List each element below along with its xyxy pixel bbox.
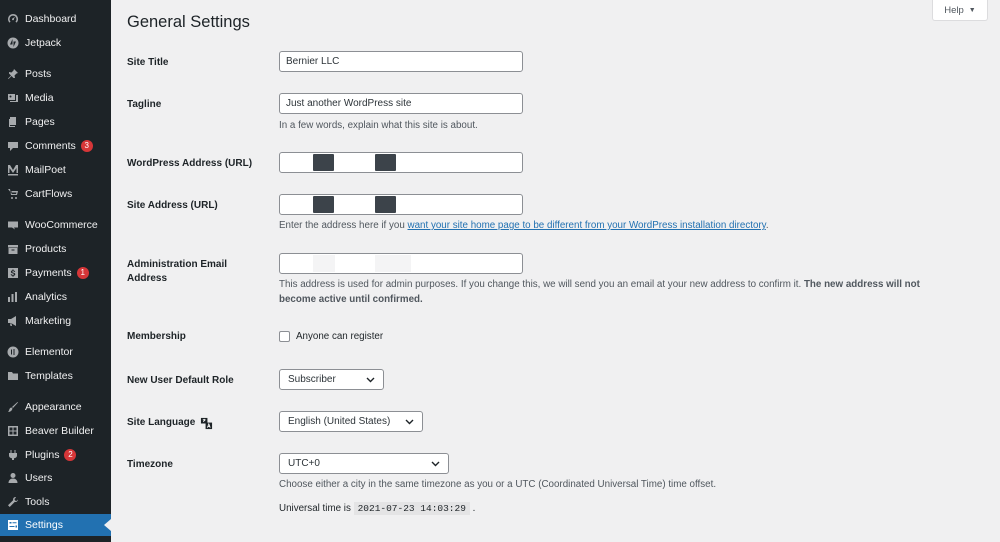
folder-icon xyxy=(7,370,19,382)
sidebar-item-jetpack[interactable] xyxy=(0,32,111,54)
timezone-label: Timezone xyxy=(127,459,173,470)
comment-icon xyxy=(7,140,19,152)
comments-count-badge: 3 xyxy=(81,140,93,152)
select-value: UTC+0 xyxy=(288,458,320,469)
sidebar-item-plugins[interactable] xyxy=(0,444,111,466)
timezone-description: Choose either a city in the same timezone as you or a UTC (Coordinated Universal Time) time offset. xyxy=(279,479,717,490)
redacted-block xyxy=(375,255,411,272)
sidebar-item-label: Appearance xyxy=(25,401,82,413)
cart-icon xyxy=(7,188,19,200)
redacted-block xyxy=(375,196,396,213)
sidebar-item-label: Settings xyxy=(25,519,63,531)
timezone-select[interactable] xyxy=(279,453,449,474)
sidebar-item-label: Products xyxy=(25,243,67,255)
archive-icon xyxy=(7,243,19,255)
universal-time-label: Universal time is xyxy=(279,503,354,514)
default-role-label: New User Default Role xyxy=(127,375,234,386)
sidebar-item-label: MailPoet xyxy=(25,164,66,176)
tagline-input[interactable]: Just another WordPress site xyxy=(279,93,523,114)
sidebar-item-elementor[interactable] xyxy=(0,341,111,363)
select-value: Subscriber xyxy=(288,374,336,385)
payments-count-badge: 1 xyxy=(77,267,89,279)
sidebar-item-label: Media xyxy=(25,92,54,104)
sidebar-item-marketing[interactable] xyxy=(0,310,111,332)
label-line: Address xyxy=(127,273,168,284)
label-text: Site Language xyxy=(127,417,196,428)
brush-icon xyxy=(7,401,19,413)
label-line: Administration Email xyxy=(127,259,228,270)
page-icon xyxy=(7,116,19,128)
tagline-label: Tagline xyxy=(127,99,162,110)
sidebar-item-woocommerce[interactable] xyxy=(0,214,111,236)
sidebar-item-settings[interactable] xyxy=(0,514,111,536)
chevron-down-icon xyxy=(405,419,414,425)
sidebar-item-beaver-builder[interactable] xyxy=(0,420,111,442)
elementor-icon xyxy=(7,346,19,358)
redacted-block xyxy=(313,255,335,272)
woocommerce-icon xyxy=(7,219,19,231)
help-button[interactable] xyxy=(932,0,988,21)
settings-icon xyxy=(7,519,19,531)
sidebar-item-mailpoet[interactable] xyxy=(0,159,111,181)
site-address-input[interactable] xyxy=(279,194,523,215)
tagline-description: In a few words, explain what this site is about. xyxy=(279,120,478,131)
sidebar-item-label: Jetpack xyxy=(25,37,62,49)
bar-chart-icon xyxy=(7,291,19,303)
sidebar-item-label: Tools xyxy=(25,496,50,508)
sidebar-item-label: Analytics xyxy=(25,291,68,303)
site-title-input[interactable]: Bernier LLC xyxy=(279,51,523,72)
universal-time-value: 2021-07-23 14:03:29 xyxy=(354,502,470,515)
universal-time-suffix: . xyxy=(469,503,476,514)
grid-icon xyxy=(7,425,19,437)
help-label: Help xyxy=(944,4,964,16)
site-language-label xyxy=(127,416,213,430)
sidebar-item-label: Templates xyxy=(25,370,73,382)
site-address-label: Site Address (URL) xyxy=(127,200,218,211)
sidebar-item-comments[interactable] xyxy=(0,135,111,157)
sidebar-item-label: Marketing xyxy=(25,315,72,327)
sidebar-item-label: Dashboard xyxy=(25,13,77,25)
sidebar-item-label: Posts xyxy=(25,68,52,80)
wordpress-address-input[interactable] xyxy=(279,152,523,173)
universal-time xyxy=(279,501,475,516)
description-text: Enter the address here if you xyxy=(279,220,408,231)
admin-email-input[interactable] xyxy=(279,253,523,274)
sidebar-item-label: Comments xyxy=(25,140,76,152)
chevron-down-icon xyxy=(431,461,440,467)
select-value: English (United States) xyxy=(288,416,391,427)
sidebar-item-label: Plugins xyxy=(25,449,60,461)
sidebar-item-label: CartFlows xyxy=(25,188,73,200)
redacted-block xyxy=(313,196,334,213)
sidebar-item-users[interactable] xyxy=(0,467,111,489)
home-page-different-link[interactable]: want your site home page to be different from your WordPress installation directory xyxy=(407,220,766,231)
chevron-down-icon xyxy=(366,377,375,383)
user-icon xyxy=(7,472,19,484)
translate-icon xyxy=(200,417,213,430)
admin-sidebar xyxy=(0,0,111,542)
plug-icon xyxy=(7,449,19,461)
admin-email-label xyxy=(127,258,227,286)
sidebar-item-media[interactable] xyxy=(0,87,111,109)
description-text: This address is used for admin purposes. If you change this, we will send you an email at your new address to confirm it. xyxy=(279,279,804,290)
pin-icon xyxy=(7,68,19,80)
sidebar-item-label: Users xyxy=(25,472,53,484)
sidebar-item-pages[interactable] xyxy=(0,111,111,133)
dollar-icon xyxy=(7,267,19,279)
default-role-select[interactable] xyxy=(279,369,384,390)
redacted-block xyxy=(313,154,334,171)
sidebar-item-label: Beaver Builder xyxy=(25,425,94,437)
sidebar-item-analytics[interactable] xyxy=(0,286,111,308)
site-language-select[interactable] xyxy=(279,411,423,432)
plugins-count-badge: 2 xyxy=(64,449,76,461)
dashboard-icon xyxy=(7,13,19,25)
sidebar-item-label: WooCommerce xyxy=(25,219,98,231)
page-title: General Settings xyxy=(127,13,250,31)
chevron-down-icon: ▼ xyxy=(968,6,976,14)
jetpack-icon xyxy=(7,37,19,49)
description-bold: become active until confirmed. xyxy=(279,294,423,305)
admin-email-description xyxy=(279,277,979,307)
membership-label: Membership xyxy=(127,331,186,342)
redacted-block xyxy=(375,154,396,171)
sidebar-item-label: Payments xyxy=(25,267,72,279)
sidebar-item-payments[interactable] xyxy=(0,262,111,284)
wordpress-address-label: WordPress Address (URL) xyxy=(127,158,253,169)
description-bold: The new address will not xyxy=(803,279,920,290)
description-text: . xyxy=(765,220,769,231)
sidebar-item-posts[interactable] xyxy=(0,63,111,85)
media-icon xyxy=(7,92,19,104)
main-content xyxy=(111,0,1000,542)
site-title-label: Site Title xyxy=(127,57,169,68)
sidebar-item-label: Elementor xyxy=(25,346,73,358)
sidebar-item-products[interactable] xyxy=(0,238,111,260)
wrench-icon xyxy=(7,496,19,508)
sidebar-item-tools[interactable] xyxy=(0,491,111,513)
sidebar-item-dashboard[interactable] xyxy=(0,8,111,30)
site-address-description xyxy=(279,218,769,233)
megaphone-icon xyxy=(7,315,19,327)
anyone-can-register-checkbox[interactable] xyxy=(279,331,290,342)
mailpoet-icon xyxy=(7,164,19,176)
anyone-can-register-label[interactable]: Anyone can register xyxy=(296,331,384,342)
sidebar-item-templates[interactable] xyxy=(0,365,111,387)
sidebar-item-appearance[interactable] xyxy=(0,396,111,418)
sidebar-item-cartflows[interactable] xyxy=(0,183,111,205)
sidebar-item-label: Pages xyxy=(25,116,55,128)
